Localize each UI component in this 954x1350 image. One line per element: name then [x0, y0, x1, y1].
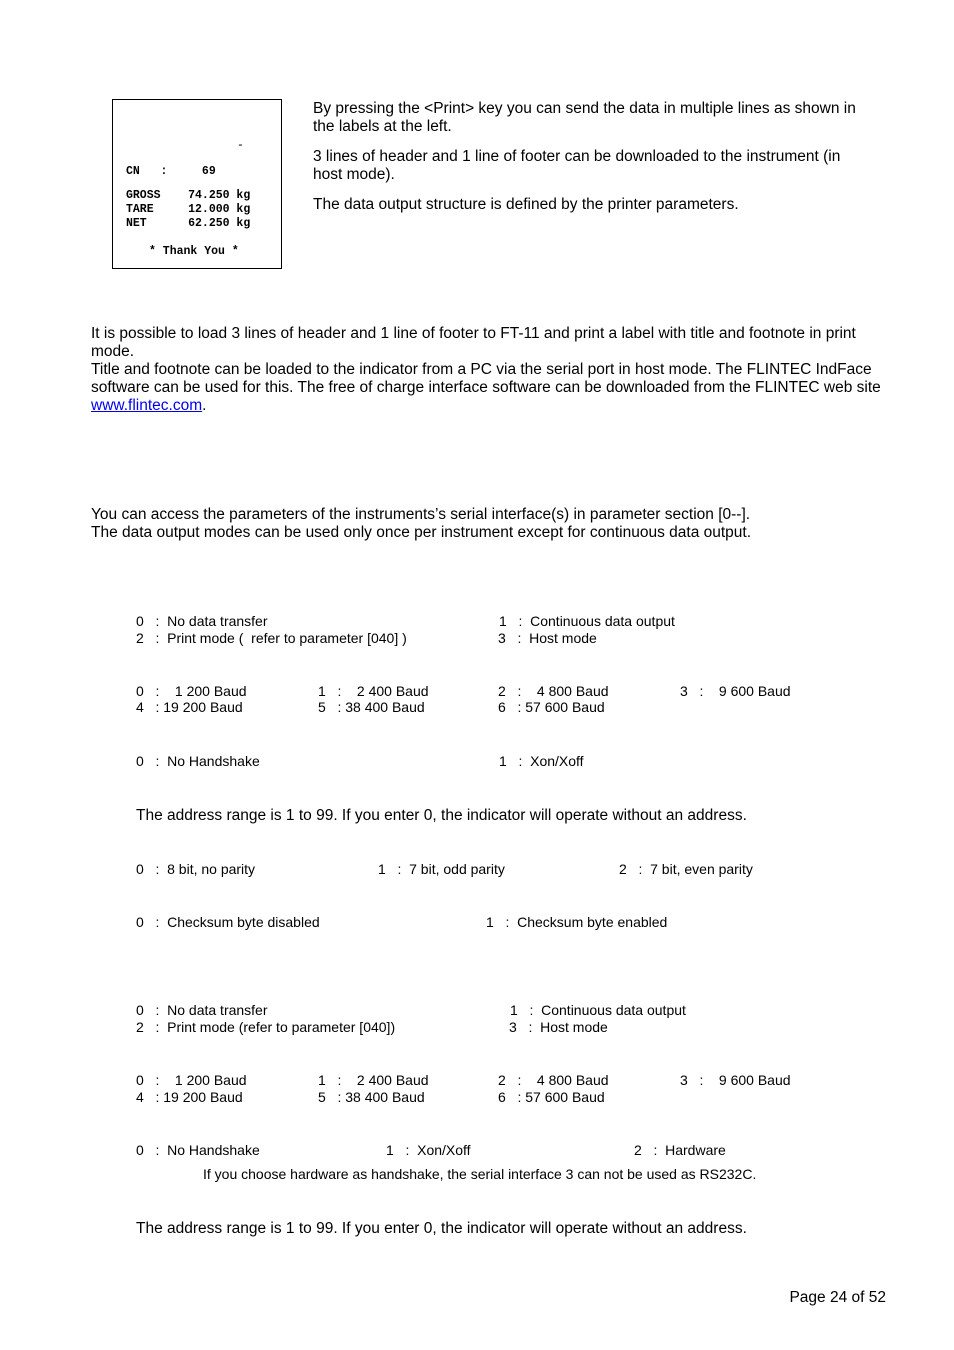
- label-tare: TARE 12.000 kg: [126, 203, 251, 216]
- s2-baud-0: 0 : 1 200 Baud: [136, 1072, 247, 1088]
- s2-baud-1: 1 : 2 400 Baud: [318, 1072, 429, 1088]
- s1-checksum-1: 1 : Checksum byte enabled: [486, 914, 668, 930]
- s2-handshake-0: 0 : No Handshake: [136, 1142, 260, 1158]
- s1-parity-2: 2 : 7 bit, even parity: [619, 861, 753, 877]
- intro-paragraph-3: The data output structure is defined by the printer parameters.: [313, 196, 739, 213]
- s1-mode-0: 0 : No data transfer: [136, 613, 268, 629]
- flintec-website-link[interactable]: www.flintec.com: [91, 397, 203, 414]
- label-cn: CN : 69: [126, 165, 216, 178]
- s1-mode-2: 2 : Print mode ( refer to parameter [040] ): [136, 630, 407, 646]
- s1-handshake-0: 0 : No Handshake: [136, 753, 260, 769]
- s2-handshake-1: 1 : Xon/Xoff: [386, 1142, 471, 1158]
- header-paragraph-1: It is possible to load 3 lines of header and 1 line of footer to FT-11 and print a label with title and footnote in print mode.: [91, 325, 856, 360]
- header-paragraph-2: [91, 361, 891, 415]
- s1-parity-1: 1 : 7 bit, odd parity: [378, 861, 505, 877]
- s1-baud-3: 3 : 9 600 Baud: [680, 683, 791, 699]
- s1-checksum-0: 0 : Checksum byte disabled: [136, 914, 320, 930]
- s1-baud-4: 4 : 19 200 Baud: [136, 699, 243, 715]
- s2-mode-3: 3 : Host mode: [509, 1019, 608, 1035]
- serial-interface-section: [91, 506, 891, 542]
- s2-address-text: The address range is 1 to 99. If you enter 0, the indicator will operate without an address.: [136, 1220, 747, 1237]
- serial-paragraph-1: You can access the parameters of the instruments’s serial interface(s) in parameter section [0--].: [91, 506, 751, 523]
- header-footer-section: [91, 325, 891, 415]
- s1-mode-3: 3 : Host mode: [498, 630, 597, 646]
- s1-baud-5: 5 : 38 400 Baud: [318, 699, 425, 715]
- intro-paragraph-2: 3 lines of header and 1 line of footer can be downloaded to the instrument (in host mode).: [313, 148, 841, 183]
- s2-handshake-2: 2 : Hardware: [634, 1142, 726, 1158]
- s1-baud-2: 2 : 4 800 Baud: [498, 683, 609, 699]
- printed-label-sample: [112, 99, 282, 269]
- page-number: Page 24 of 52: [789, 1289, 886, 1306]
- s2-mode-1: 1 : Continuous data output: [510, 1002, 686, 1018]
- s2-baud-2: 2 : 4 800 Baud: [498, 1072, 609, 1088]
- label-footer: * Thank You *: [149, 245, 239, 258]
- s1-address-text: The address range is 1 to 99. If you enter 0, the indicator will operate without an address.: [136, 807, 747, 824]
- s2-baud-6: 6 : 57 600 Baud: [498, 1089, 605, 1105]
- label-gross: GROSS 74.250 kg: [126, 189, 251, 202]
- s2-handshake-note: If you choose hardware as handshake, the serial interface 3 can not be used as RS232C.: [203, 1166, 757, 1182]
- label-mark: -: [237, 139, 244, 152]
- intro-text: [313, 100, 868, 214]
- s2-mode-2: 2 : Print mode (refer to parameter [040]): [136, 1019, 396, 1035]
- s2-mode-0: 0 : No data transfer: [136, 1002, 268, 1018]
- s1-baud-6: 6 : 57 600 Baud: [498, 699, 605, 715]
- s2-baud-3: 3 : 9 600 Baud: [680, 1072, 791, 1088]
- s1-baud-0: 0 : 1 200 Baud: [136, 683, 247, 699]
- s2-baud-5: 5 : 38 400 Baud: [318, 1089, 425, 1105]
- s1-mode-1: 1 : Continuous data output: [499, 613, 675, 629]
- header-paragraph-2-end: .: [202, 397, 207, 414]
- header-paragraph-2-text: Title and footnote can be loaded to the indicator from a PC via the serial port in host mode. The FLINTEC IndFace software can be used for this. The free of charge interface software can be downloaded from the FLINTEC web site: [91, 361, 881, 396]
- serial-paragraph-2: The data output modes can be used only once per instrument except for continuous data output.: [91, 524, 752, 541]
- s1-parity-0: 0 : 8 bit, no parity: [136, 861, 256, 877]
- s1-baud-1: 1 : 2 400 Baud: [318, 683, 429, 699]
- s1-handshake-1: 1 : Xon/Xoff: [499, 753, 584, 769]
- label-net: NET 62.250 kg: [126, 217, 251, 230]
- s2-baud-4: 4 : 19 200 Baud: [136, 1089, 243, 1105]
- intro-paragraph-1: By pressing the <Print> key you can send the data in multiple lines as shown in the labels at the left.: [313, 100, 856, 135]
